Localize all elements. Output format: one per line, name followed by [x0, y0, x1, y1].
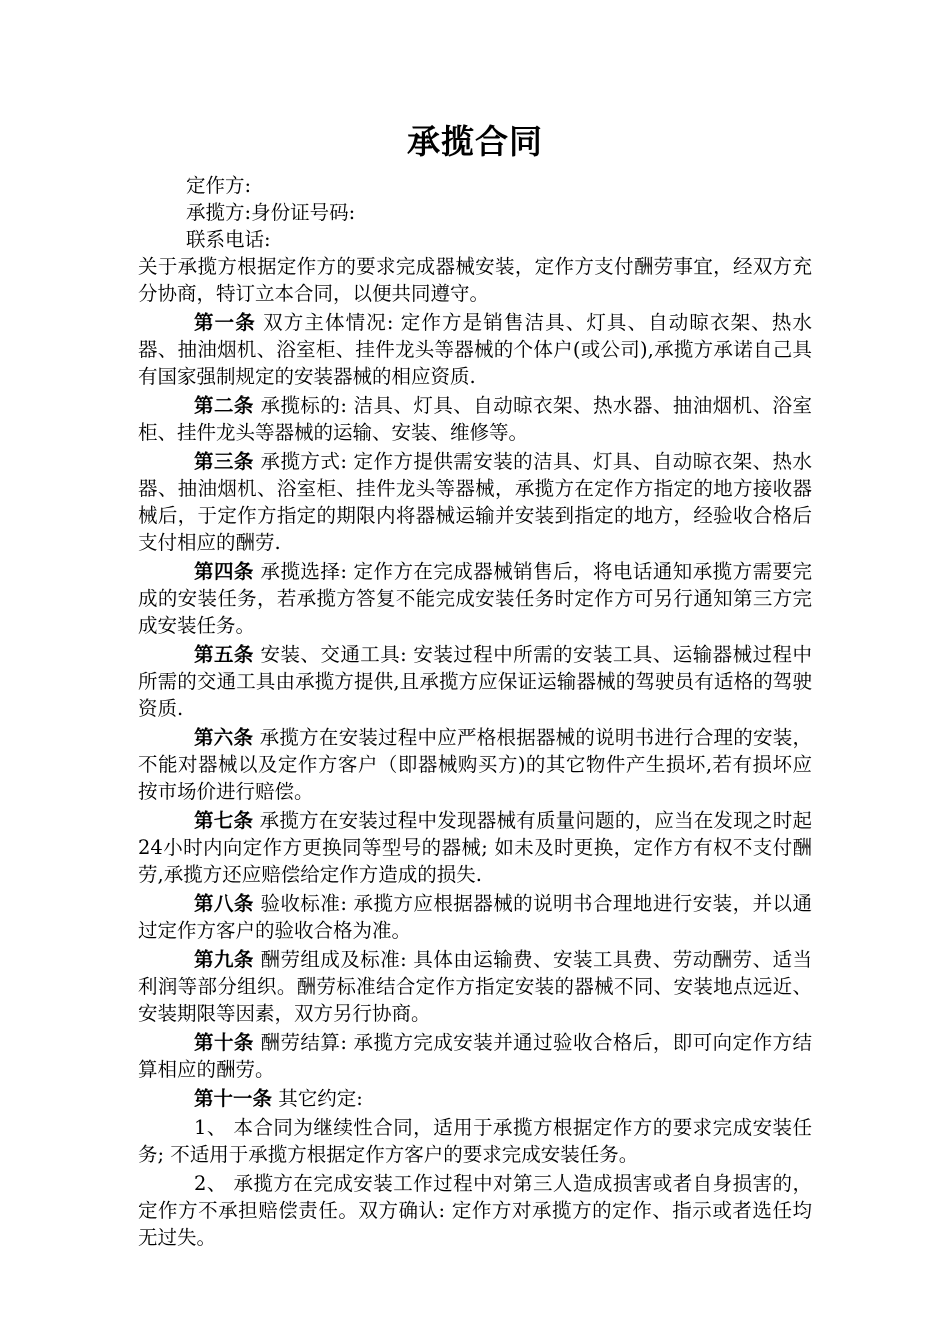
phone-line: 联系电话:: [186, 228, 271, 251]
article-7-label: 第七条: [194, 809, 254, 832]
article-4-text: 承揽选择: 定作方在完成器械销售后，将电话通知承揽方需要完成的安装任务，若承揽方答复不能完成安装任务时定作方可另行通知第三方完成安装任务。: [138, 560, 812, 637]
article-7-text: 承揽方在安装过程中发现器械有质量问题的，应当在发现之时起24小时内向定作方更换同等型号的器械; 如未及时更换，定作方有权不支付酬劳,承揽方还应赔偿给定作方造成的损失.: [138, 809, 812, 886]
article-2-text: 承揽标的: 洁具、灯具、自动晾衣架、热水器、抽油烟机、浴室柜、挂件龙头等器械的运输、安装、维修等。: [138, 394, 812, 444]
article-8-label: 第八条: [194, 892, 254, 915]
contract-page: [138, 120, 812, 1253]
sub-item-2: 2、 承揽方在完成安装工作过程中对第三人造成损害或者自身损害的，定作方不承担赔偿责任。双方确认: 定作方对承揽方的定作、指示或者选任均无过失。: [138, 1172, 812, 1249]
article-10-label: 第十条: [194, 1031, 254, 1054]
article-1: [138, 309, 812, 390]
article-2-label: 第二条: [194, 394, 254, 417]
article-5: [138, 641, 812, 722]
article-6-label: 第六条: [194, 726, 254, 749]
sub-item-1: 1、 本合同为继续性合同，适用于承揽方根据定作方的要求完成安装任务; 不适用于承揽方根据定作方客户的要求完成安装任务。: [138, 1116, 812, 1166]
article-7: [138, 807, 812, 888]
article-5-text: 安装、交通工具: 安装过程中所需的安装工具、运输器械过程中所需的交通工具由承揽方提供,且承揽方应保证运输器械的驾驶员有适格的驾驶资质.: [138, 643, 812, 720]
party-b-line: 承揽方:身份证号码:: [186, 201, 356, 224]
intro-paragraph: 关于承揽方根据定作方的要求完成器械安装，定作方支付酬劳事宜，经双方充分协商，特订立本合同，以便共同遵守。: [138, 255, 812, 305]
article-11-text: 其它约定:: [272, 1087, 363, 1110]
party-a-line: 定作方:: [186, 174, 252, 197]
article-5-label: 第五条: [194, 643, 254, 666]
article-9-label: 第九条: [194, 948, 254, 971]
article-9: [138, 946, 812, 1027]
article-3-label: 第三条: [194, 450, 254, 473]
article-4: [138, 558, 812, 639]
article-3: [138, 448, 812, 556]
article-11-label: 第十一条: [194, 1087, 273, 1110]
article-11: [138, 1085, 812, 1112]
article-6-text: 承揽方在安装过程中应严格根据器械的说明书进行合理的安装，不能对器械以及定作方客户（即器械购买方)的其它物件产生损坏,若有损坏应按市场价进行赔偿。: [138, 726, 812, 803]
article-9-text: 酬劳组成及标准: 具体由运输费、安装工具费、劳动酬劳、适当利润等部分组织。酬劳标准结合定作方指定安装的器械不同、安装地点远近、安装期限等因素，双方另行协商。: [138, 948, 812, 1025]
article-4-label: 第四条: [194, 560, 254, 583]
document-title: 承揽合同: [407, 122, 543, 161]
article-6: [138, 724, 812, 805]
article-1-label: 第一条: [194, 311, 256, 334]
article-10-text: 酬劳结算: 承揽方完成安装并通过验收合格后，即可向定作方结算相应的酬劳。: [138, 1031, 812, 1081]
article-8: [138, 890, 812, 944]
article-8-text: 验收标准: 承揽方应根据器械的说明书合理地进行安装，并以通过定作方客户的验收合格为准。: [138, 892, 812, 942]
article-1-text: 双方主体情况: 定作方是销售洁具、灯具、自动晾衣架、热水器、抽油烟机、浴室柜、挂件龙头等器械的个体户(或公司),承揽方承诺自己具有国家强制规定的安装器械的相应资质.: [138, 311, 812, 388]
article-2: [138, 392, 812, 446]
article-10: [138, 1029, 812, 1083]
article-3-text: 承揽方式: 定作方提供需安装的洁具、灯具、自动晾衣架、热水器、抽油烟机、浴室柜、挂件龙头等器械，承揽方在定作方指定的地方接收器械后，于定作方指定的期限内将器械运输并安装到指定的地方，经验收合格后支付相应的酬劳.: [138, 450, 812, 554]
